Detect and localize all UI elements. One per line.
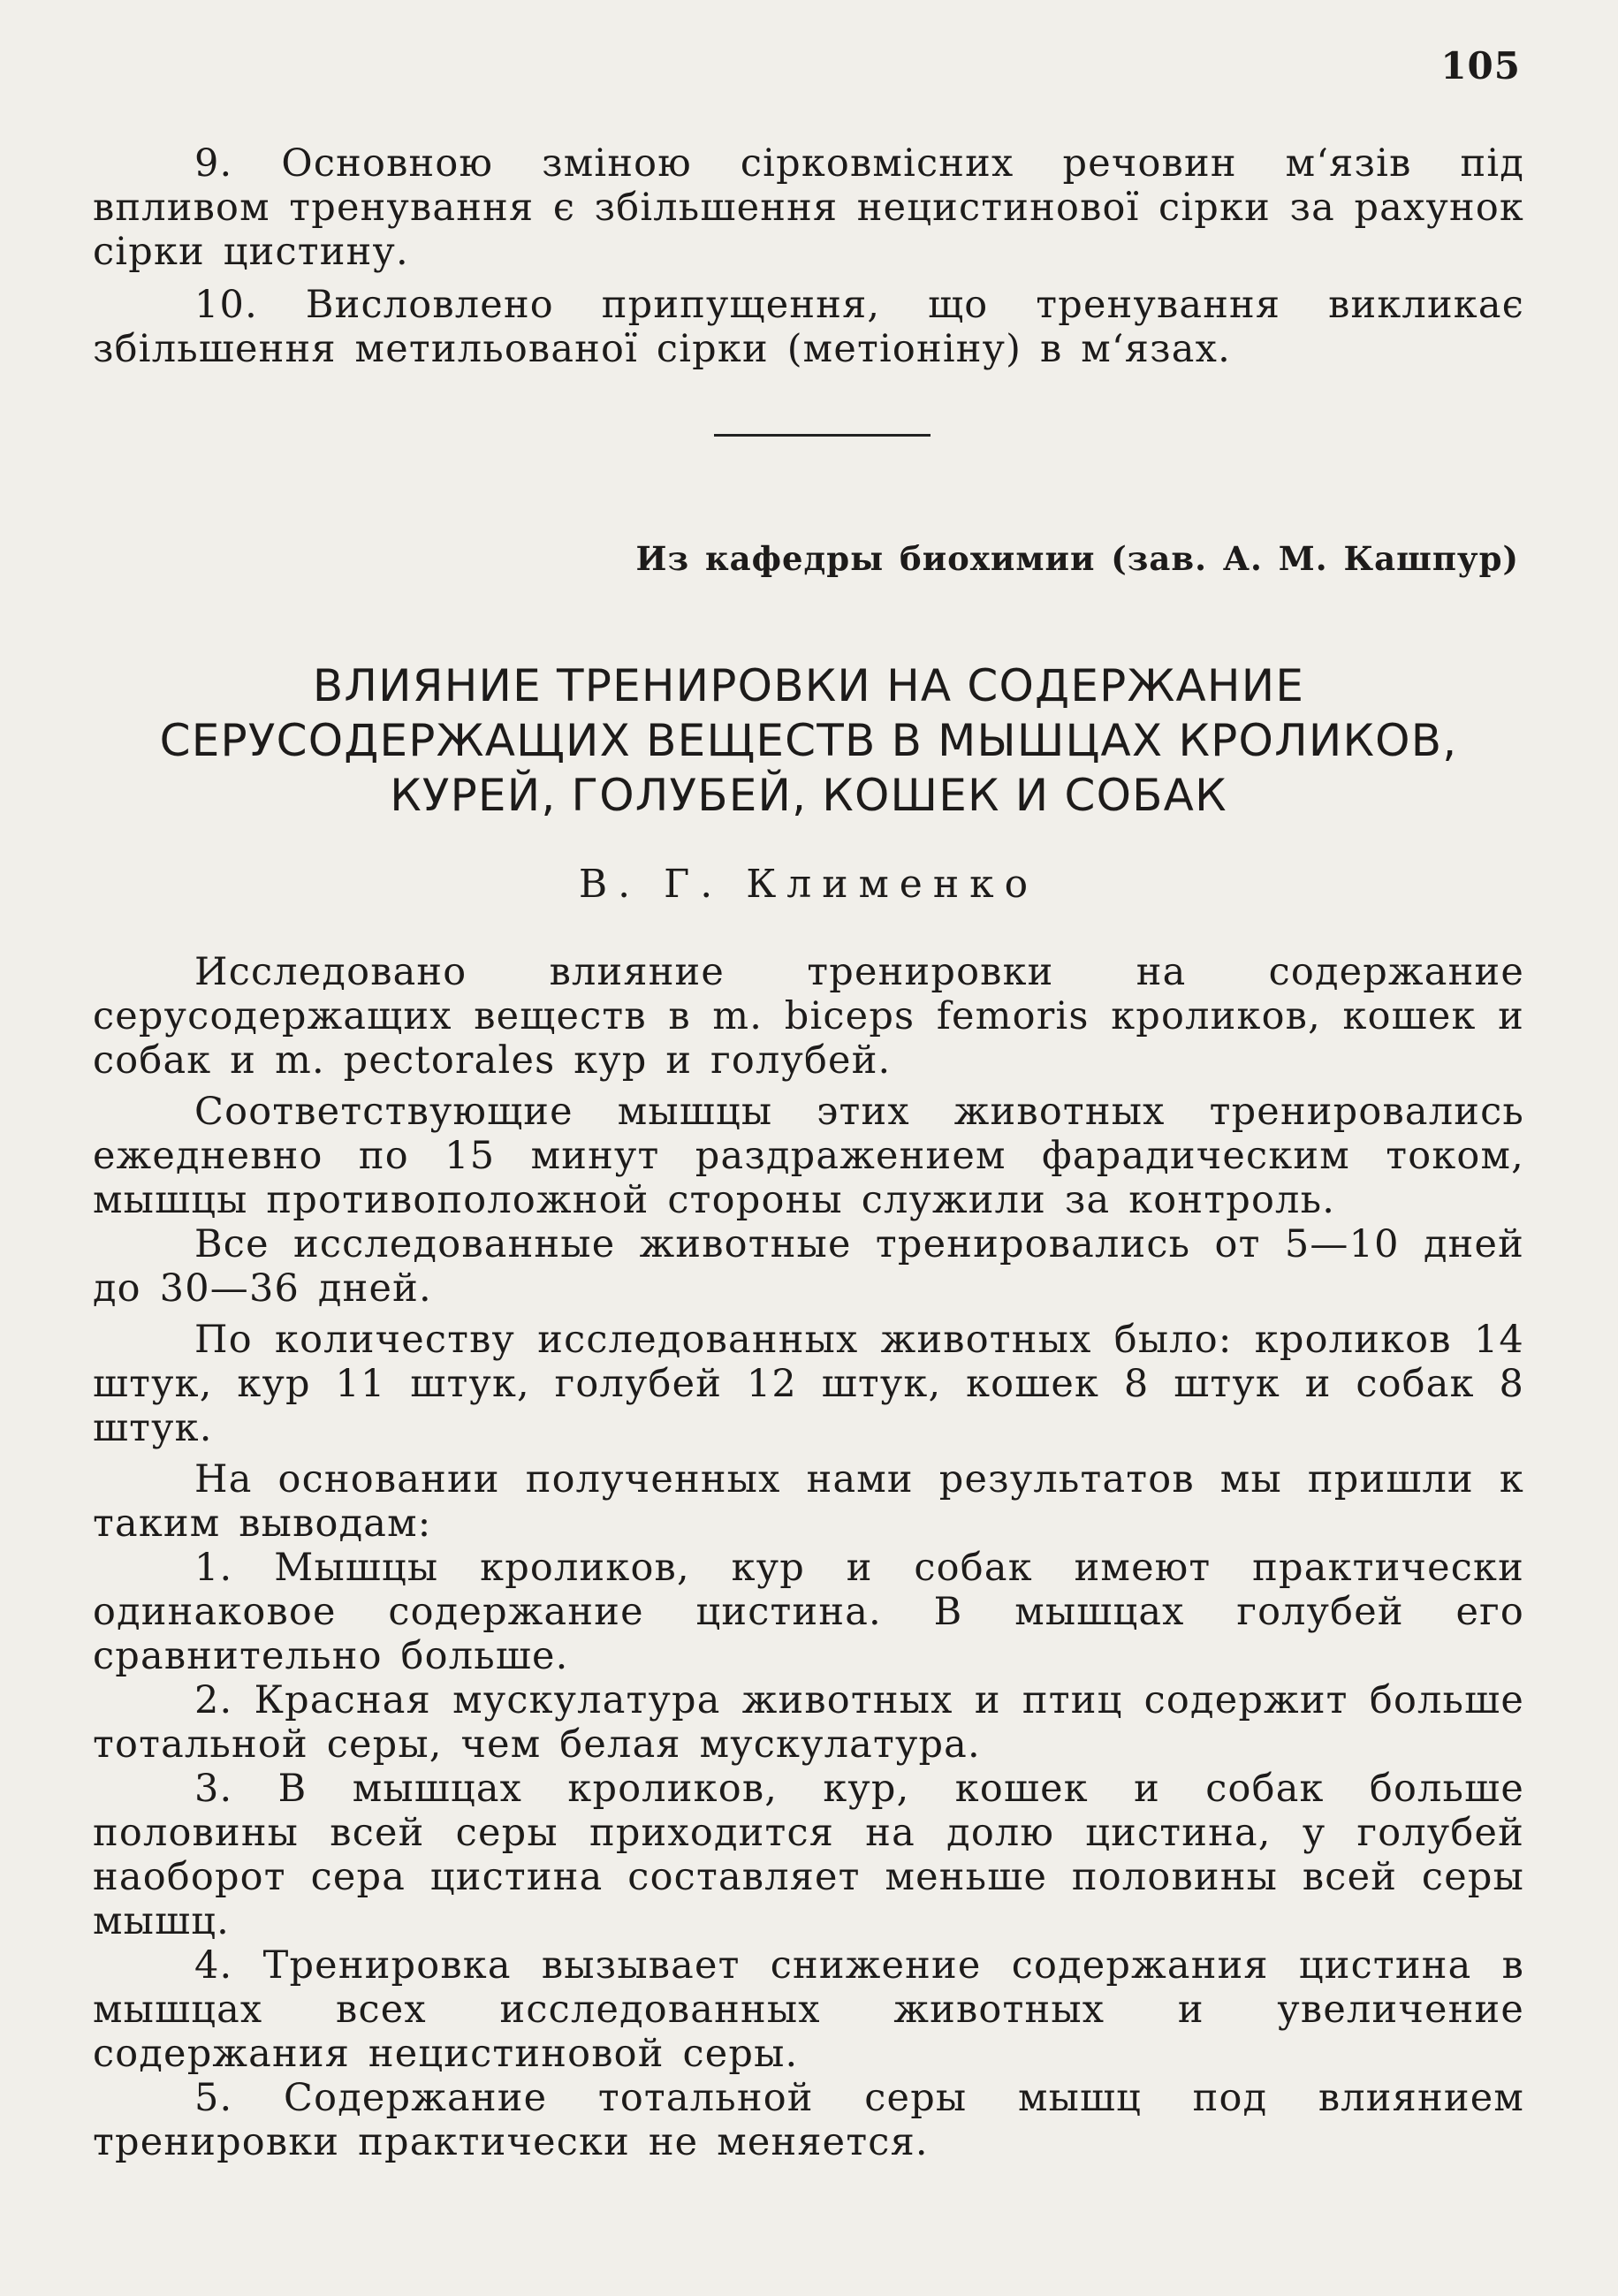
conclusion-item: 5. Содержание тотальной серы мышц под влиянием тренировки практически не меняется. bbox=[93, 2076, 1524, 2164]
conclusion-item: 4. Тренировка вызывает снижение содержания цистина в мышцах всех исследованных животных и увеличение содержания нецистиновой серы. bbox=[93, 1943, 1524, 2076]
title-line: СЕРУСОДЕРЖАЩИХ ВЕЩЕСТВ В МЫШЦАХ КРОЛИКОВ, bbox=[159, 715, 1458, 766]
page-number: 105 bbox=[1440, 44, 1521, 87]
conclusion-item: 1. Мышцы кроликов, кур и собак имеют практически одинаковое содержание цистина. В мышцах голубей его сравнительно больше. bbox=[93, 1546, 1524, 1678]
body-paragraph: Исследовано влияние тренировки на содержание серусодержащих веществ в m. biceps femoris кроликов, кошек и собак и m. pectorales кур и голубей. bbox=[93, 950, 1524, 1083]
conclusion-item: 3. В мышцах кроликов, кур, кошек и собак больше половины всей серы приходится на долю цистина, у голубей наоборот сера цистина составляет меньше половины всей серы мышц. bbox=[93, 1767, 1524, 1943]
article-body bbox=[93, 950, 1524, 2164]
body-paragraph: Соответствующие мышцы этих животных тренировались ежедневно по 15 минут раздражением фарадическим током, мышцы противоположной стороны служили за контроль. bbox=[93, 1090, 1524, 1222]
title-line: КУРЕЙ, ГОЛУБЕЙ, КОШЕК И СОБАК bbox=[390, 770, 1227, 821]
conclusion-item: 2. Красная мускулатура животных и птиц содержит больше тотальной серы, чем белая мускулатура. bbox=[93, 1678, 1524, 1767]
affiliation-line: Из кафедры биохимии (зав. А. М. Кашпур) bbox=[635, 539, 1519, 578]
body-paragraph: Все исследованные животные тренировались от 5—10 дней до 30—36 дней. bbox=[93, 1222, 1524, 1311]
body-paragraph: На основании полученных нами результатов мы пришли к таким выводам: bbox=[93, 1457, 1524, 1546]
title-line: ВЛИЯНИЕ ТРЕНИРОВКИ НА СОДЕРЖАНИЕ bbox=[312, 660, 1305, 711]
conclusion-paragraph: 10. Висловлено припущення, що тренування викликає збільшення метильованої сірки (метіоніну) в м‘язах. bbox=[93, 283, 1524, 371]
author-name: В. Г. Клименко bbox=[578, 862, 1039, 907]
conclusion-paragraph: 9. Основною зміною сірковмісних речовин м‘язів під впливом тренування є збільшення нецистинової сірки за рахунок сірки цистину. bbox=[93, 141, 1524, 274]
body-paragraph: По количеству исследованных животных было: кроликов 14 штук, кур 11 штук, голубей 12 штук, кошек 8 штук и собак 8 штук. bbox=[93, 1318, 1524, 1450]
section-divider bbox=[714, 434, 931, 437]
article-title bbox=[93, 658, 1524, 823]
previous-article-conclusions bbox=[93, 141, 1524, 371]
